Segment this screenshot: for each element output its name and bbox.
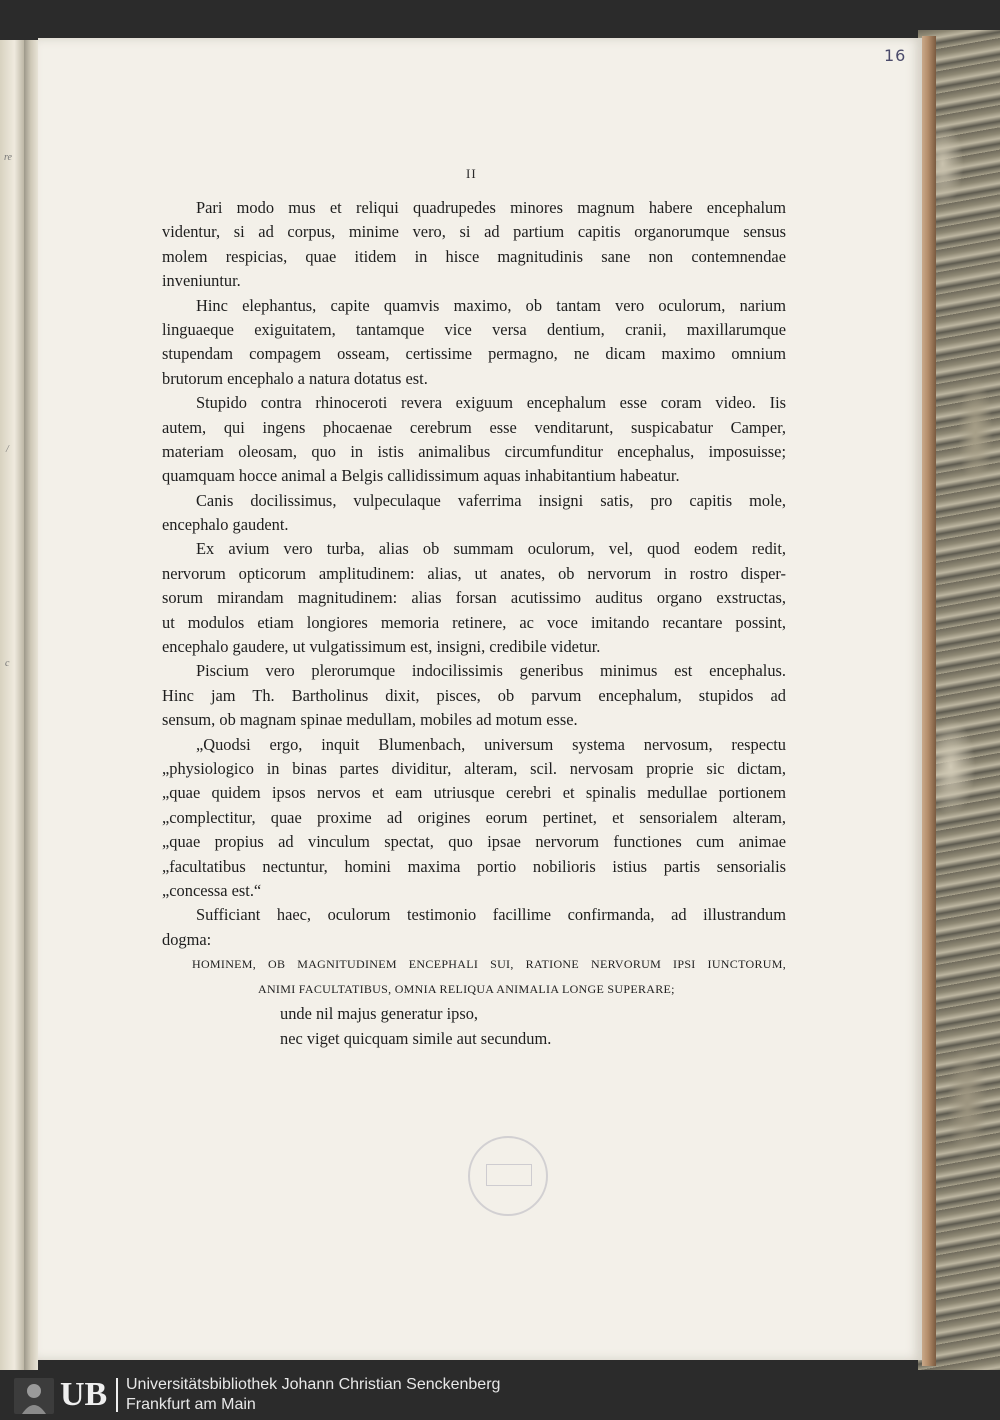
pencil-folio-note: 16 bbox=[884, 46, 907, 65]
text-line: „quae propius ad vinculum spectat, quo ipsae nervorum functiones cum animae bbox=[162, 832, 786, 852]
text-line: „facultatibus nectuntur, homini maxima portio nobilioris istius partis sensorialis bbox=[162, 856, 786, 876]
dogma-line: ANIMI FACULTATIBUS, OMNIA RELIQUA ANIMALIA LONGE SUPERARE; bbox=[258, 982, 675, 997]
text-line: „complectitur, quae proxime ad origines eorum pertinet, et sensorialem alteram, bbox=[162, 807, 786, 827]
text-line: dogma: bbox=[162, 929, 212, 949]
text-line: sensum, ob magnam spinae medullam, mobiles ad motum esse. bbox=[162, 710, 578, 730]
facing-page-mark: re bbox=[4, 152, 12, 163]
text-line: „concessa est.“ bbox=[162, 880, 262, 900]
text-line: „physiologico in binas partes dividitur, alteram, scil. nervosam proprie sic dictam, bbox=[162, 758, 786, 778]
senckenberg-portrait-logo bbox=[14, 1378, 54, 1414]
text-line: videntur, si ad corpus, minime vero, si ad partium capitis organorumque sensus bbox=[162, 222, 786, 242]
verse-line: nec viget quicquam simile aut secundum. bbox=[280, 1028, 552, 1048]
text-line: „Quodsi ergo, inquit Blumenbach, universum systema nervosum, respectu bbox=[196, 734, 786, 754]
text-line: inveniuntur. bbox=[162, 271, 241, 291]
text-line: Sufficiant haec, oculorum testimonio facillime confirmanda, ad illustrandum bbox=[196, 905, 786, 925]
stamp-emblem bbox=[486, 1164, 532, 1186]
text-line: sorum mirandam magnitudinem: alias forsan acutissimo auditus organo exstructas, bbox=[162, 588, 786, 608]
text-line: quamquam hocce animal a Belgis callidissimum aquas inhabitantium habeatur. bbox=[162, 466, 680, 486]
library-name bbox=[126, 1375, 500, 1415]
library-name-line1: Universitätsbibliothek Johann Christian Senckenberg bbox=[126, 1376, 501, 1393]
text-line: Stupido contra rhinoceroti revera exiguum encephalum esse coram video. Iis bbox=[196, 393, 786, 413]
text-line: Hinc elephantus, capite quamvis maximo, ob tantam vero oculorum, narium bbox=[196, 295, 786, 315]
body-lines bbox=[162, 196, 786, 952]
text-line: encephalo gaudent. bbox=[162, 515, 289, 535]
text-line: nervorum opticorum amplitudinem: alias, ut anates, ob nervorum in rostro disper- bbox=[162, 563, 786, 583]
facing-page-edge bbox=[0, 40, 24, 1370]
text-line: Pari modo mus et reliqui quadrupedes minores magnum habere encephalum bbox=[196, 198, 786, 217]
text-line: encephalo gaudere, ut vulgatissimum est, insigni, credibile videtur. bbox=[162, 637, 601, 657]
logo-divider bbox=[116, 1378, 118, 1412]
text-line: „quae quidem ipsos nervos et eam utriusque cerebri et spinalis medullae portionem bbox=[162, 783, 786, 803]
page-body bbox=[162, 196, 786, 1051]
text-line: autem, qui ingens phocaenae cerebrum esse venditarunt, suspicabatur Camper, bbox=[162, 417, 786, 437]
verse-line: unde nil majus generatur ipso, bbox=[280, 1004, 479, 1024]
library-stamp bbox=[468, 1136, 548, 1216]
text-line: brutorum encephalo a natura dotatus est. bbox=[162, 368, 428, 388]
text-line: Piscium vero plerorumque indocilissimis generibus minimus est encephalus. bbox=[196, 661, 786, 681]
book-gutter bbox=[24, 40, 38, 1370]
dogma-line: HOMINEM, OB MAGNITUDINEM ENCEPHALI SUI, RATIONE NERVORUM IPSI IUNCTORUM, bbox=[192, 957, 786, 972]
text-line: linguaeque exiguitatem, tantamque vice versa dentium, cranii, maxillarumque bbox=[162, 319, 786, 339]
text-line: Canis docilissimus, vulpeculaque vaferrima insigni satis, pro capitis mole, bbox=[196, 490, 786, 510]
library-name-line2: Frankfurt am Main bbox=[126, 1396, 256, 1413]
text-line: Hinc jam Th. Bartholinus dixit, pisces, ob parvum encephalum, stupidos ad bbox=[162, 685, 786, 705]
text-line: stupendam compagem osseam, certissime permagno, ne dicam maximo omnium bbox=[162, 344, 786, 364]
facing-page-mark: / bbox=[6, 444, 9, 455]
page-number: II bbox=[466, 166, 477, 181]
text-line: ut modulos etiam longiores memoria retinere, ac voce imitando recantare possint, bbox=[162, 612, 786, 632]
text-line: materiam oleosam, quo in istis animalibus circumfunditur encephalus, imposuisse; bbox=[162, 441, 786, 461]
facing-page-mark: c bbox=[5, 658, 10, 669]
ub-logo: UB bbox=[60, 1376, 108, 1413]
page-edge bbox=[922, 36, 936, 1366]
text-line: molem respicias, quae itidem in hisce magnitudinis sane non contemnendae bbox=[162, 246, 786, 266]
text-line: Ex avium vero turba, alias ob summam oculorum, vel, quod eodem redit, bbox=[196, 539, 786, 559]
library-footer bbox=[0, 1370, 1000, 1420]
